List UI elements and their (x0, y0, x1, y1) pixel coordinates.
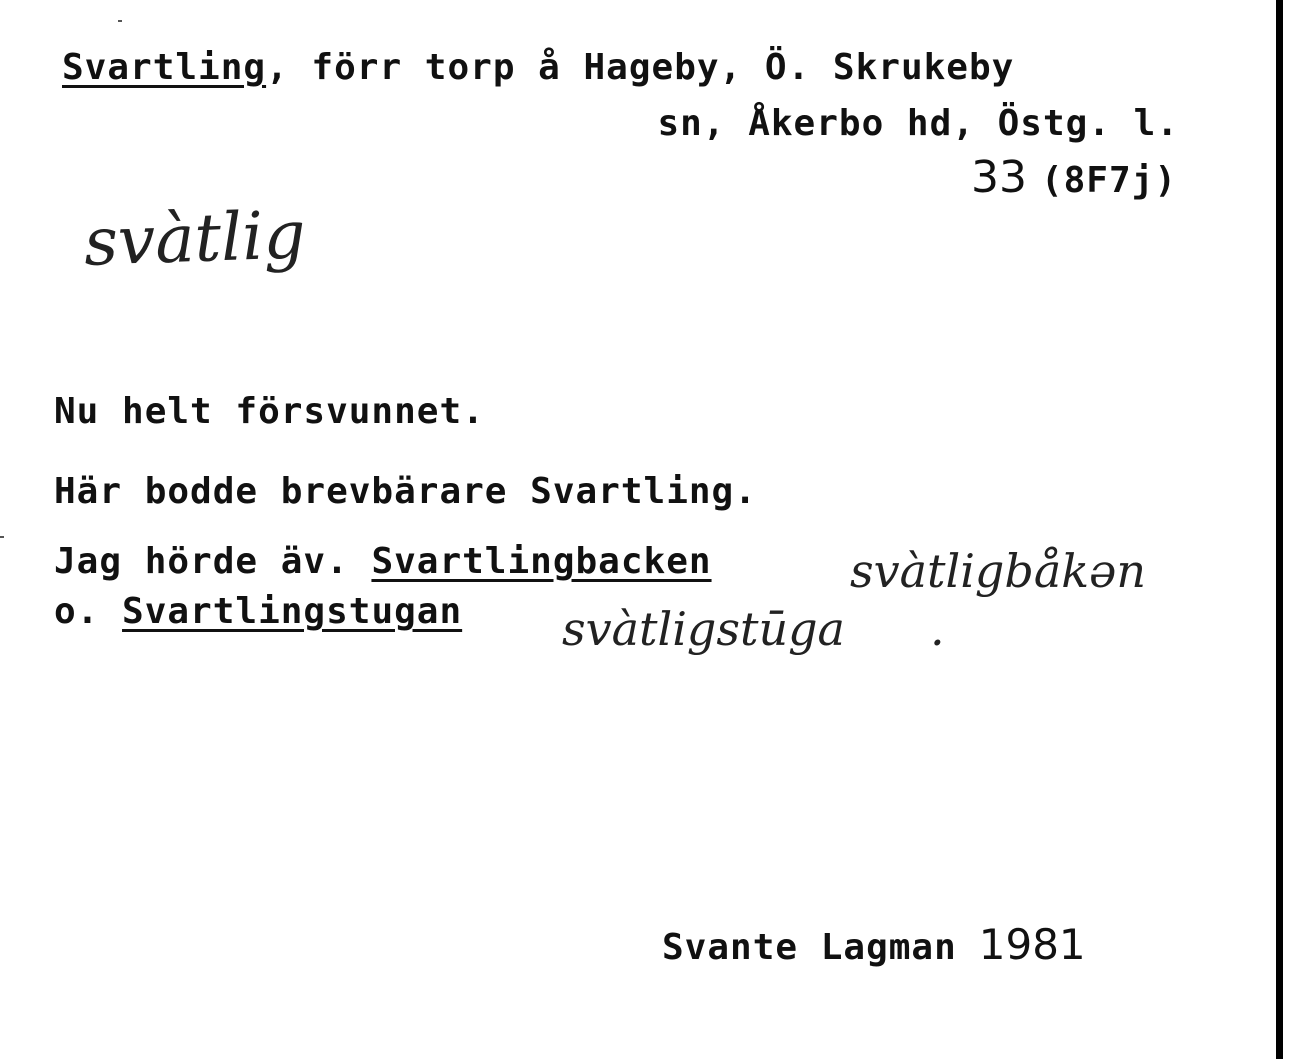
note-line-2: Här bodde brevbärare Svartling. (54, 471, 757, 512)
variant-name-2: Svartlingstugan (122, 591, 463, 632)
signature-year: 1981 (978, 920, 1086, 969)
scan-speck (0, 536, 4, 538)
reference-number: 33 (970, 152, 1027, 203)
note-line-3-prefix: Jag hörde äv. (54, 541, 372, 582)
scan-speck (118, 20, 122, 22)
card-heading (62, 47, 1015, 88)
handwritten-pronunciation-2: svàtligstūga (562, 602, 845, 656)
location-line: sn, Åkerbo hd, Östg. l. (657, 103, 1179, 144)
signature-name: Svante Lagman (662, 927, 957, 968)
handwritten-period: . (930, 602, 945, 656)
place-description: , förr torp å Hageby, Ö. Skrukeby (266, 47, 1015, 88)
note-line-3 (54, 541, 712, 582)
handwritten-pronunciation-1: svàtligbåkən (850, 544, 1146, 598)
variant-name-1: Svartlingbacken (371, 541, 712, 582)
card-edge-line (1276, 0, 1283, 1059)
note-line-4 (54, 591, 463, 632)
signature-block (662, 920, 1086, 969)
reference (970, 152, 1177, 203)
handwritten-pronunciation: svàtlig (82, 196, 307, 281)
place-name: Svartling (62, 47, 267, 88)
note-line-1: Nu helt försvunnet. (54, 391, 485, 432)
note-line-4-prefix: o. (54, 591, 123, 632)
reference-code: (8F7j) (1040, 160, 1177, 201)
